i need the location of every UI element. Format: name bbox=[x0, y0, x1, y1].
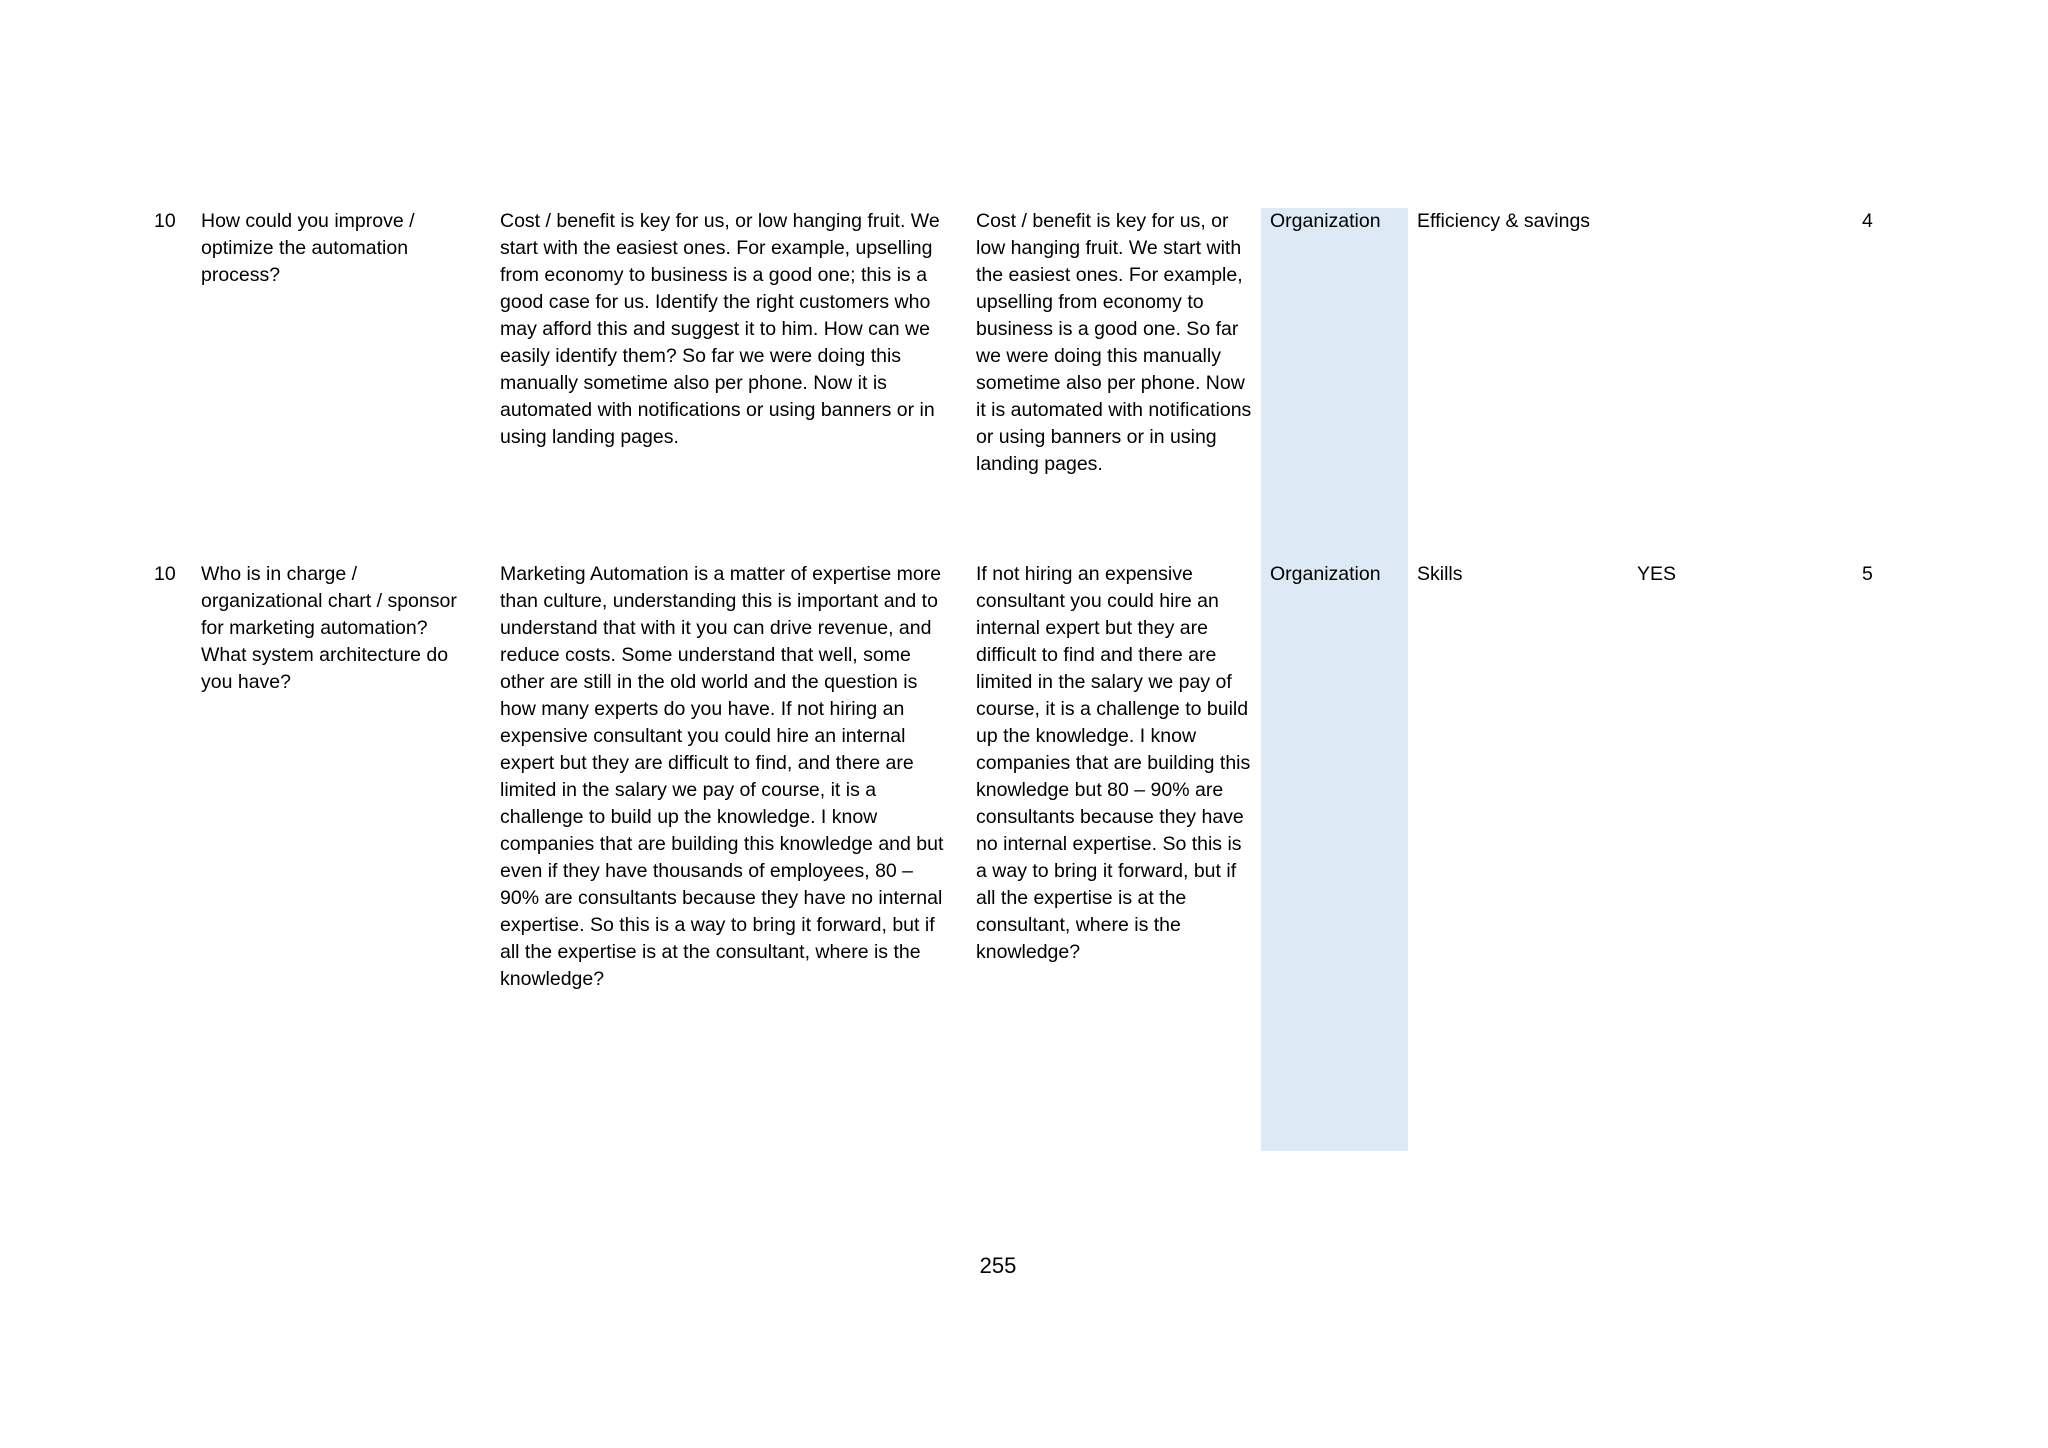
answer-text: Marketing Automation is a matter of expertise more than culture, understanding this is important and to understand that with it you can drive revenue, and reduce costs. Some understand that well, some other are still in the old world and the question is how many experts do you have. If not hiring an expensive consultant you could hire an internal expert but they are difficult to find, and there are limited in the salary we pay of course, it is a challenge to build up the knowledge. I know companies that are building this knowledge and but even if they have thousands of employees, 80 – 90% are consultants because they have no internal expertise. So this is a way to bring it forward, but if all the expertise is at the consultant, where is the knowledge? bbox=[500, 563, 944, 990]
summary-text: If not hiring an expensive consultant you could hire an internal expert but they are difficult to find and there are limited in the salary we pay of course, it is a challenge to build up the knowledge. I know companies that are building this knowledge but 80 – 90% are consultants because they have no internal expertise. So this is a way to bring it forward, but if all the expertise is at the consultant, where is the knowledge? bbox=[976, 563, 1251, 963]
row-number: 10 bbox=[154, 563, 176, 585]
subcategory-label: Efficiency & savings bbox=[1417, 210, 1591, 232]
flag-label: YES bbox=[1637, 563, 1677, 585]
summary-text: Cost / benefit is key for us, or low hanging fruit. We start with the easiest ones. For example, upselling from economy to business is a good one. So far we were doing this manually sometime also per phone. Now it is automated with notifications or using banners or in using landing pages. bbox=[976, 210, 1252, 475]
score-value: 4 bbox=[1862, 210, 1873, 232]
score-value: 5 bbox=[1862, 563, 1873, 585]
category-label: Organization bbox=[1270, 210, 1381, 232]
category-column-highlight bbox=[1261, 208, 1408, 1151]
answer-text: Cost / benefit is key for us, or low hanging fruit. We start with the easiest ones. For example, upselling from economy to business is a good one; this is a good case for us. Identify the right customers who may afford this and suggest it to him. How can we easily identify them? So far we were doing this manually sometime also per phone. Now it is automated with notifications or using banners or in using landing pages. bbox=[500, 210, 940, 448]
question-text: How could you improve / optimize the automation process? bbox=[201, 210, 415, 286]
question-text: Who is in charge / organizational chart / sponsor for marketing automation? What system architecture do you have? bbox=[201, 563, 457, 693]
category-label: Organization bbox=[1270, 563, 1381, 585]
page-number: 255 bbox=[979, 1253, 1017, 1278]
row-number: 10 bbox=[154, 210, 176, 232]
subcategory-label: Skills bbox=[1417, 563, 1463, 585]
